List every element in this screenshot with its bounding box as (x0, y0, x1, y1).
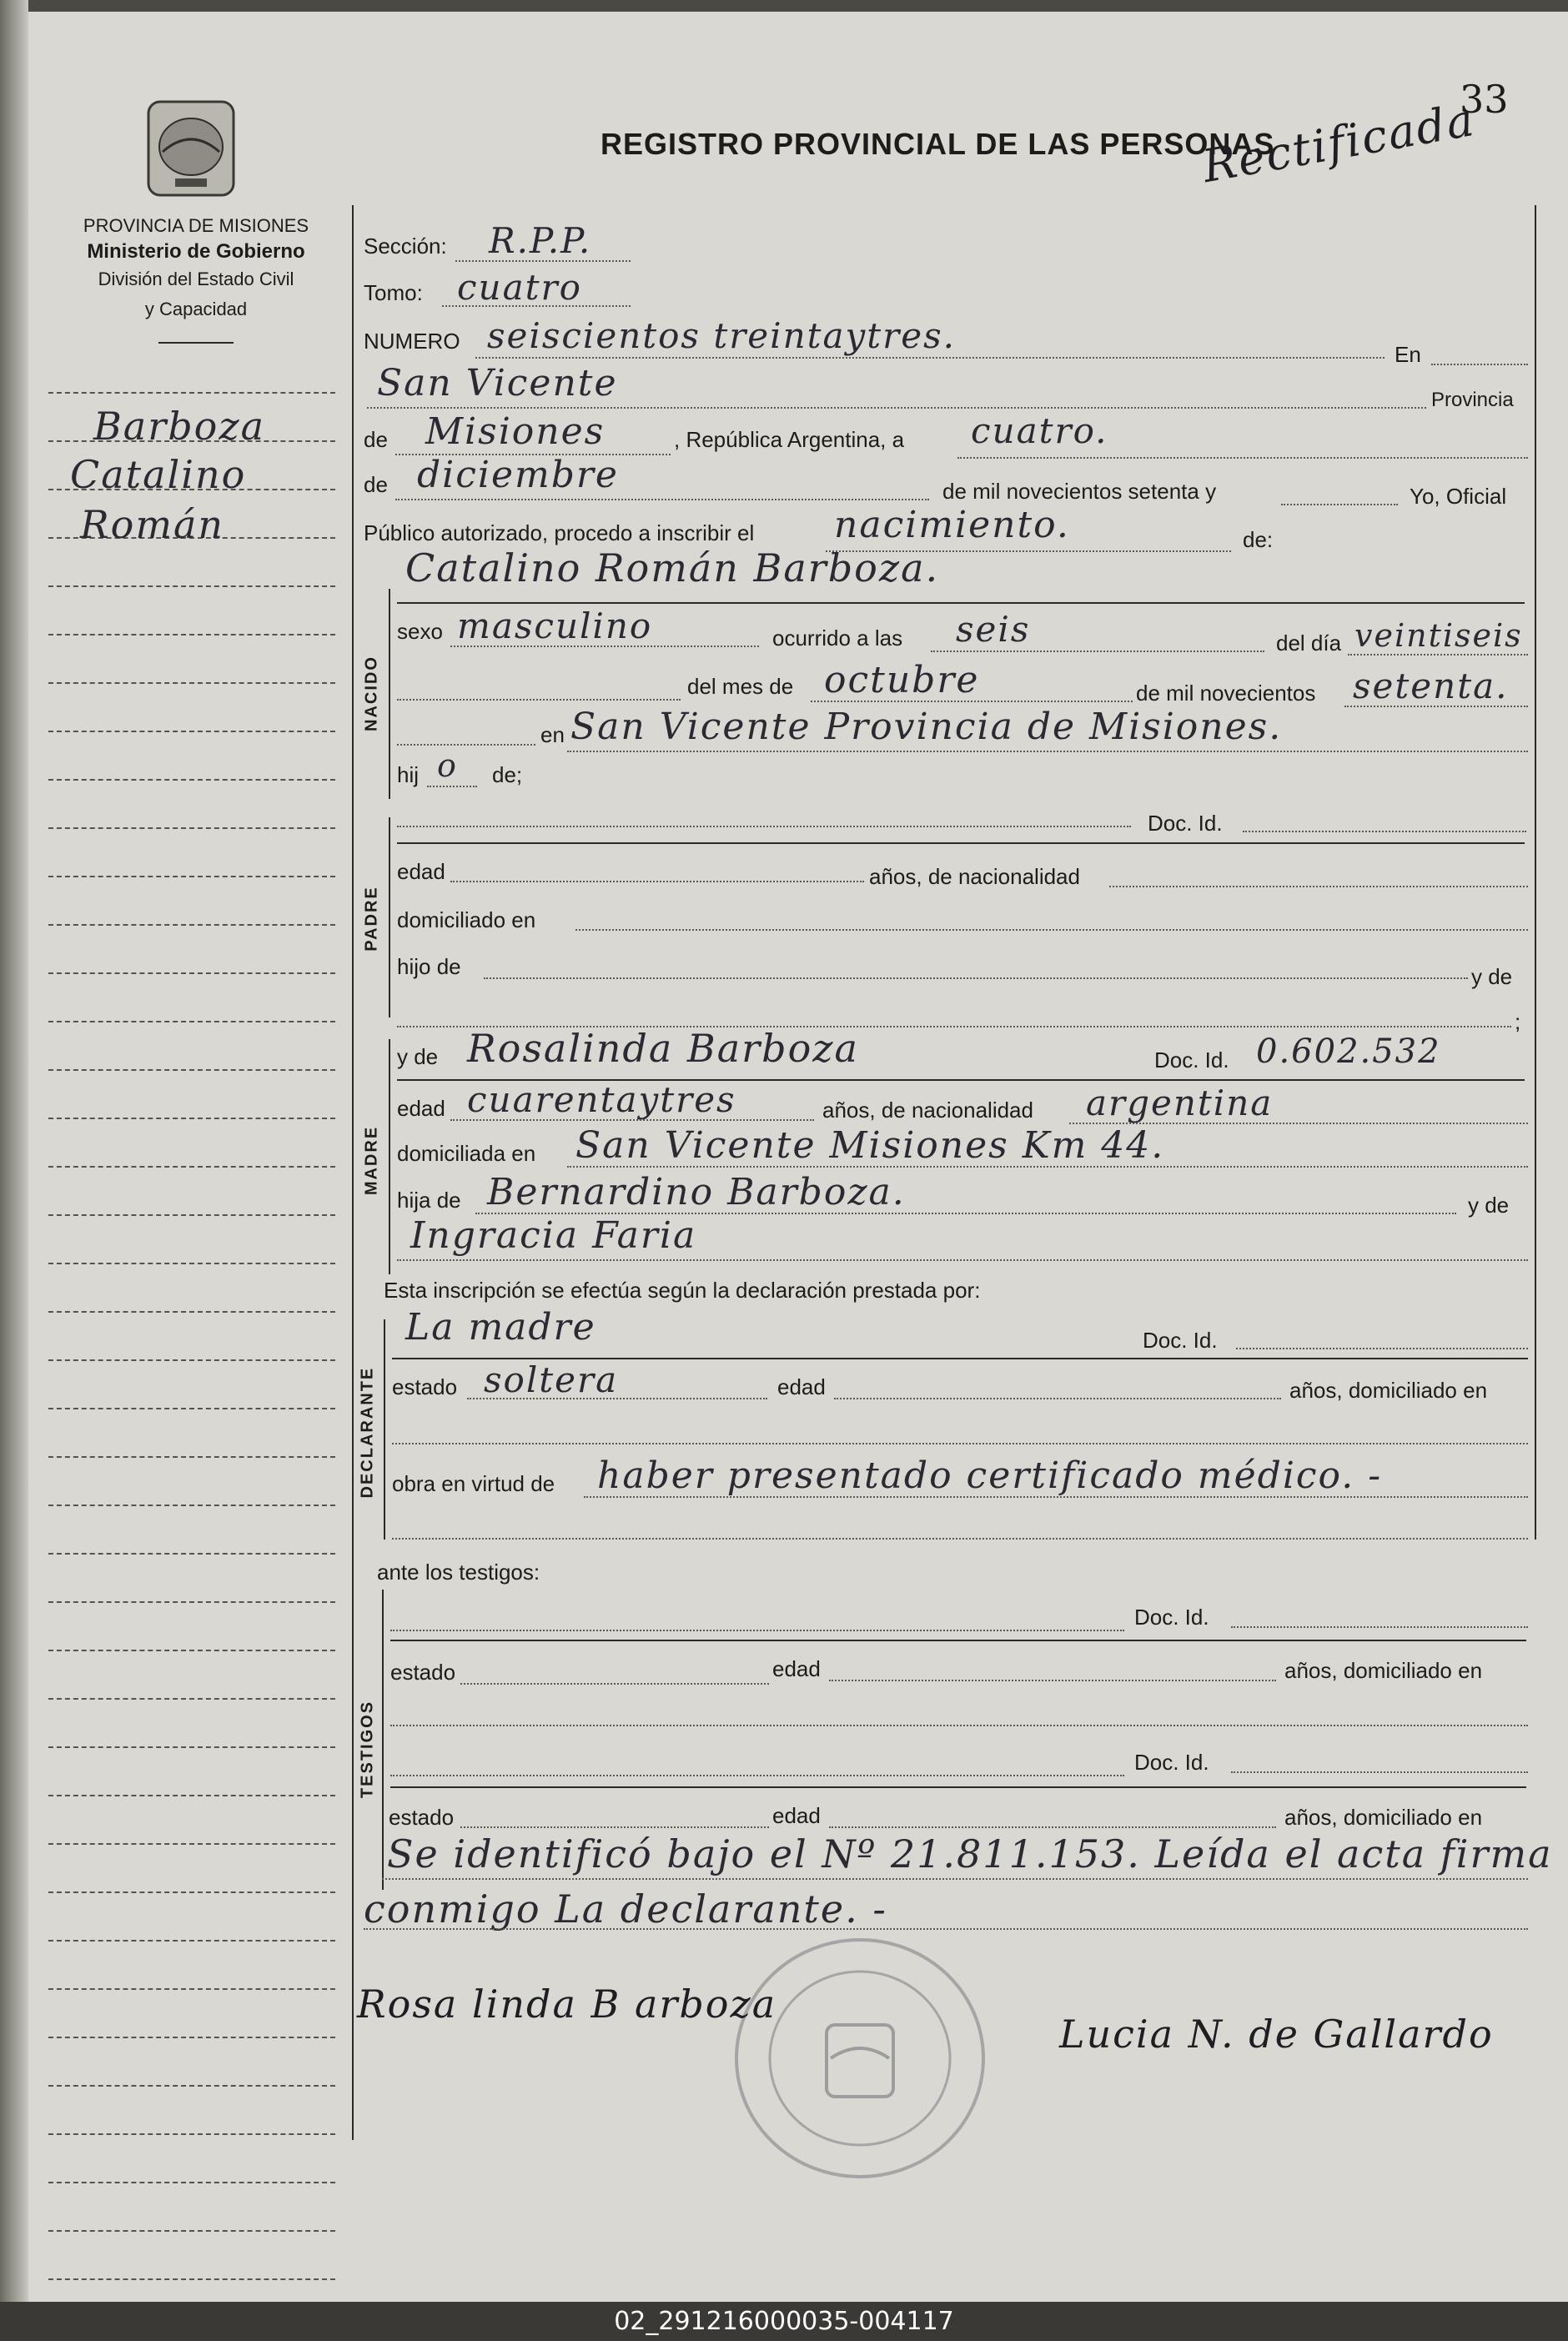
testigo1-anos-label: años, domiciliado en (1284, 1658, 1483, 1683)
testigo2-anos-label: años, domiciliado en (1284, 1805, 1483, 1830)
abuela-value: Ingracia Faria (410, 1214, 697, 1257)
testigo1-doc-label: Doc. Id. (1134, 1605, 1209, 1630)
hora-dots (931, 651, 1264, 652)
obra-dots-2 (392, 1538, 1528, 1540)
sidebar-rule (48, 392, 335, 394)
madre-edad-value: cuarentaytres (467, 1079, 736, 1120)
madre-nac-label: años, de nacionalidad (822, 1098, 1033, 1123)
obra-dots (584, 1496, 1528, 1498)
dia-dots (957, 457, 1528, 459)
dia-nac-dots (1348, 654, 1528, 656)
mes-dots (395, 499, 929, 500)
declarante-divider (384, 1319, 385, 1540)
madre-nac-value: argentina (1086, 1083, 1274, 1123)
declarante-edad-label: edad (777, 1374, 826, 1399)
sidebar-rule (48, 1553, 335, 1555)
padre-divider (389, 817, 390, 1017)
sidebar-rule (48, 1408, 335, 1409)
testigo2-edad-dots (829, 1826, 1276, 1828)
mil-setenta-label: de mil novecientos setenta y (942, 479, 1217, 504)
testigo2-name-dots (390, 1775, 1124, 1776)
sidebar-rule (48, 1505, 335, 1506)
testigo1-dom-dots (390, 1725, 1528, 1726)
declarante-dom-dots (392, 1443, 1528, 1444)
sidebar-rule (48, 924, 335, 926)
sidebar-rule (48, 2037, 335, 2038)
madre-doc-value: 0.602.532 (1256, 1032, 1441, 1071)
padre-nac-dots (1109, 886, 1528, 887)
madre-edad-dots (450, 1119, 814, 1121)
madre-nombre-value: Rosalinda Barboza (467, 1026, 859, 1071)
sidebar-rule (48, 1940, 335, 1942)
del-mes-label: del mes de (687, 674, 794, 699)
padre-nac-label: años, de nacionalidad (869, 864, 1080, 889)
abuela-dots (397, 1259, 1528, 1261)
sidebar-rule (48, 731, 335, 732)
hijo-label: hij (397, 762, 420, 787)
official-stamp (731, 1933, 989, 2183)
note-line-1: Se identificó bajo el Nº 21.811.153. Leída el acta firma (387, 1831, 1553, 1876)
sexo-value: masculino (457, 605, 653, 646)
testigo2-doc-label: Doc. Id. (1134, 1750, 1209, 1775)
note-line-1-dots (382, 1878, 1528, 1880)
sidebar-rule (48, 1795, 335, 1796)
hijo-o-value: o (437, 747, 458, 784)
note-line-2: conmigo La declarante. - (364, 1886, 887, 1932)
sidebar-rule (48, 2230, 335, 2232)
declarante-edad-dots (834, 1398, 1281, 1399)
testigo1-estado-dots (460, 1683, 769, 1685)
sidebar-rule (48, 1891, 335, 1893)
seccion-value: R.P.P. (489, 220, 592, 261)
mes-nac-dots (811, 701, 1133, 702)
testigos-divider (382, 1590, 384, 1890)
testigo1-estado-label: estado (390, 1660, 456, 1685)
section-testigos: TESTIGOS (358, 1700, 377, 1799)
padre-hijo-dots (484, 977, 1468, 979)
hora-value: seis (956, 609, 1031, 650)
mes-nac-leading-dots (397, 699, 681, 701)
del-dia-label: del día (1276, 630, 1342, 656)
nombre-line (397, 602, 1525, 604)
testigo2-line (390, 1786, 1526, 1788)
abuelo-value: Bernardino Barboza. (487, 1171, 906, 1213)
mes-value: diciembre (417, 454, 619, 496)
setenta-dots (1281, 504, 1398, 505)
sidebar-rule (48, 1456, 335, 1458)
tomo-label: Tomo: (364, 280, 423, 305)
sidebar-rule (48, 1166, 335, 1168)
division-line: División del Estado Civil (98, 269, 294, 289)
sidebar-rule (48, 2085, 335, 2087)
tomo-value: cuatro (457, 267, 582, 308)
testigo1-name-dots (390, 1630, 1124, 1631)
padre-edad-dots (450, 881, 864, 882)
declarante-estado-label: estado (392, 1374, 458, 1399)
declarante-anos-label: años, domiciliado en (1289, 1378, 1488, 1403)
sidebar-rule (48, 1214, 335, 1216)
provincia-label: Provincia (1431, 389, 1514, 411)
padre-dom-dots (575, 929, 1528, 931)
ocurrido-label: ocurrido a las (772, 625, 903, 651)
sidebar-surname: Barboza (93, 404, 266, 449)
de-colon-label: de: (1243, 527, 1274, 552)
page-number: 33 (1460, 77, 1509, 122)
madre-divider (389, 1039, 390, 1274)
acto-value: nacimiento. (834, 504, 1070, 546)
sidebar-rule (48, 827, 335, 829)
hijo-dots (427, 786, 477, 787)
padre-edad-label: edad (397, 859, 445, 884)
testigo2-estado-dots (460, 1826, 769, 1828)
de-semicolon-label: de; (492, 762, 523, 787)
en-label: En (1395, 342, 1421, 367)
top-edge (0, 0, 1568, 12)
testigo2-estado-label: estado (389, 1805, 455, 1830)
sidebar-rule (48, 779, 335, 781)
declarante-value: La madre (405, 1306, 596, 1349)
declarante-estado-value: soltera (484, 1359, 619, 1400)
republica-label: , República Argentina, a (674, 427, 905, 452)
semicolon: ; (1515, 1009, 1521, 1034)
lugar-nac-leading-dots (397, 744, 535, 746)
de-mil-label: de mil novecientos (1136, 681, 1316, 706)
testigo1-edad-label: edad (772, 1656, 821, 1681)
right-border (1535, 205, 1536, 1540)
madre-y-de-label-2: y de (1468, 1193, 1510, 1218)
sidebar-rule (48, 1988, 335, 1990)
publico-label: Público autorizado, procedo a inscribir el (364, 520, 755, 545)
padre-doc-dots (1243, 831, 1526, 832)
madre-edad-label: edad (397, 1096, 445, 1121)
tomo-dots (442, 305, 631, 307)
binding-edge (0, 0, 28, 2302)
sidebar-rule (48, 876, 335, 877)
lugar-dots (367, 407, 1426, 409)
sidebar-rule (48, 1069, 335, 1071)
image-caption: 02_291216000035-004117 (0, 2302, 1568, 2341)
de-label: de (364, 427, 388, 452)
testigo1-line (390, 1640, 1526, 1641)
en-dots (1431, 364, 1528, 365)
obra-label: obra en virtud de (392, 1471, 555, 1496)
page-title: REGISTRO PROVINCIAL DE LAS PERSONAS (601, 127, 1275, 161)
declarante-doc-label: Doc. Id. (1143, 1328, 1218, 1353)
madre-doc-label: Doc. Id. (1154, 1047, 1229, 1073)
dia-nac-value: veintiseis (1354, 617, 1523, 654)
esta-inscripcion-label: Esta inscripción se efectúa según la declaración prestada por: (384, 1278, 981, 1303)
sidebar-rule (48, 585, 335, 587)
province-line: PROVINCIA DE MISIONES (83, 215, 309, 236)
main-divider (352, 205, 354, 2140)
testigo1-edad-dots (829, 1680, 1276, 1681)
madre-dom-dots (567, 1166, 1528, 1168)
madre-hija-de-label: hija de (397, 1188, 461, 1213)
padre-y-de-label: y de (1471, 964, 1513, 989)
ante-testigos-label: ante los testigos: (377, 1560, 540, 1585)
padre-dom-label: domiciliado en (397, 907, 536, 932)
en-label-2: en (540, 722, 565, 747)
rectified-annotation: Rectificada (1199, 93, 1480, 193)
lugar-value: San Vicente (377, 362, 618, 404)
sidebar-rule (48, 1021, 335, 1022)
dia-value: cuatro. (971, 410, 1108, 451)
testigo2-edad-label: edad (772, 1803, 821, 1828)
numero-dots (475, 357, 1385, 359)
section-declarante: DECLARANTE (358, 1366, 377, 1499)
sexo-dots (450, 646, 759, 647)
sidebar-rule (48, 682, 335, 684)
section-nacido: NACIDO (362, 656, 381, 731)
madre-y-de-label: y de (397, 1044, 439, 1069)
padre-doc-label: Doc. Id. (1148, 811, 1223, 836)
yo-oficial-label: Yo, Oficial (1410, 484, 1507, 509)
sidebar-rule (48, 1263, 335, 1264)
sidebar-first-name: Catalino (70, 452, 247, 497)
sidebar-rule (48, 634, 335, 635)
note-line-2-dots (364, 1928, 1528, 1930)
madre-dom-label: domiciliada en (397, 1141, 536, 1166)
header-rule (158, 342, 234, 344)
nombre-value: Catalino Román Barboza. (405, 545, 940, 590)
de-label-2: de (364, 472, 388, 497)
padre-hijo-de-label: hijo de (397, 954, 461, 979)
sidebar-rule (48, 1359, 335, 1361)
declarante-estado-dots (467, 1398, 767, 1399)
capacity-line: y Capacidad (144, 299, 248, 319)
section-padre: PADRE (362, 886, 381, 952)
sidebar-rule (48, 1311, 335, 1313)
nacido-divider (389, 589, 390, 799)
sidebar-rule (48, 1650, 335, 1651)
numero-value: seiscientos treintaytres. (487, 315, 956, 356)
provincia-value: Misiones (425, 410, 606, 453)
sidebar-rule (48, 1601, 335, 1603)
lugar-nac-dots (567, 751, 1528, 752)
signature-declarante: Rosa linda B arboza (357, 1982, 777, 2027)
anio-nac-value: setenta. (1353, 666, 1509, 706)
numero-label: NUMERO (364, 329, 460, 354)
padre-name-line (397, 842, 1525, 844)
sidebar-rule (48, 2278, 335, 2280)
signature-oficial: Lucia N. de Gallardo (1059, 2012, 1494, 2057)
sidebar-rule (48, 1746, 335, 1748)
testigo2-doc-dots (1231, 1771, 1528, 1773)
padre-name-dots (397, 826, 1131, 827)
sidebar-rule (48, 2133, 335, 2135)
seccion-label: Sección: (364, 234, 447, 259)
mes-nac-value: octubre (824, 659, 980, 701)
section-madre: MADRE (362, 1125, 381, 1196)
sexo-label: sexo (397, 619, 443, 644)
anio-nac-dots (1344, 706, 1528, 707)
sidebar-rule (48, 1843, 335, 1845)
seccion-dots (455, 260, 631, 262)
sidebar-rule (48, 972, 335, 974)
sidebar-middle-name: Román (80, 502, 224, 547)
madre-dom-value: San Vicente Misiones Km 44. (575, 1124, 1165, 1167)
testigo1-doc-dots (1231, 1626, 1528, 1628)
coat-of-arms-seal (142, 93, 240, 203)
declarante-doc-dots (1236, 1348, 1528, 1349)
sidebar-rule (48, 1698, 335, 1700)
lugar-nac-value: San Vicente Provincia de Misiones. (570, 706, 1283, 748)
sidebar-rule (48, 2182, 335, 2183)
ministry-line: Ministerio de Gobierno (87, 240, 305, 263)
sidebar-rule (48, 1118, 335, 1119)
obra-value: haber presentado certificado médico. - (597, 1454, 1383, 1497)
